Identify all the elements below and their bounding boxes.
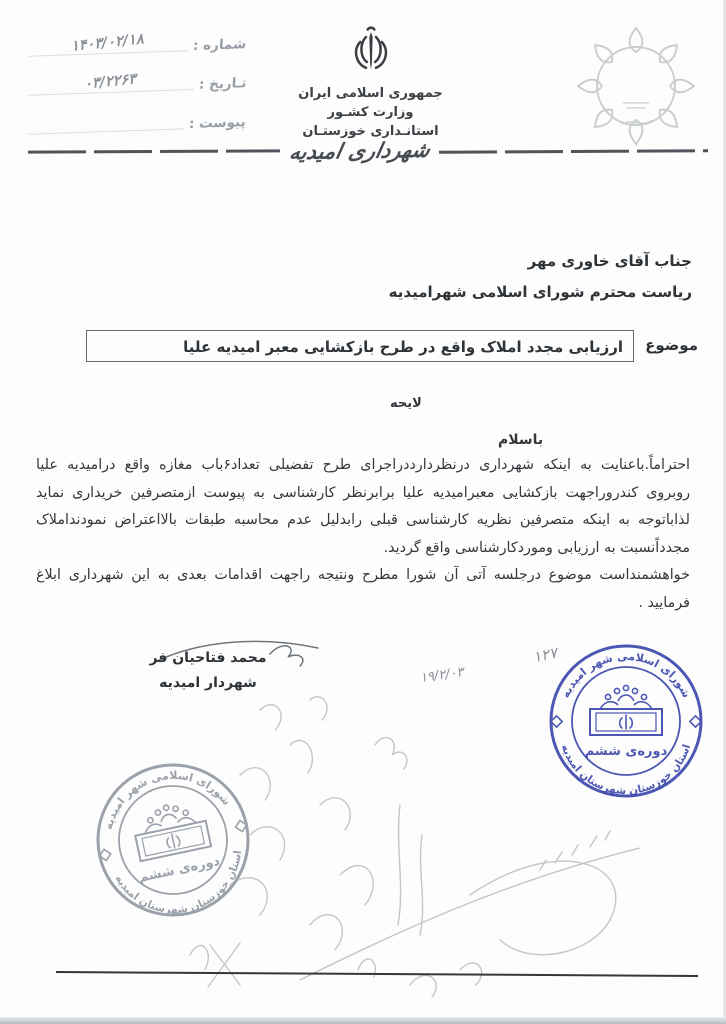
org-line-country: جمهوری اسلامی ایران bbox=[298, 86, 443, 101]
subject-label: موضوع bbox=[645, 336, 698, 354]
date-label: تـاریخ : bbox=[198, 75, 247, 93]
date-field bbox=[26, 69, 247, 99]
number-value: ۱۴۰۳/۰۲/۱۸ bbox=[70, 31, 145, 55]
body-line: خواهشمنداست موضوع درجلسه آتی آن شورا مطرح ونتیجه راجهت اقدامات بعدی به این شهرداری ابلاغ bbox=[36, 567, 690, 584]
stamp-term-text: دوره‌ی ششم bbox=[584, 744, 668, 759]
scan-edge-bottom bbox=[0, 1017, 726, 1024]
stamp-bottom-text: استان خوزستان شهرستان امیدیه bbox=[112, 849, 245, 916]
letter-body bbox=[36, 452, 690, 618]
reference-fields bbox=[26, 31, 247, 151]
number-dotted-line bbox=[28, 32, 187, 57]
body-line: روبروی کندروراجهت بازکشایی معبرامیدیه علیا برابرنظر کارشناسی به پیوست ازمتصرفین خریداری نماید bbox=[36, 484, 690, 501]
body-line: مجدداًنسبت به ارزیابی وموردکارشناسی واقع گردید. bbox=[383, 539, 690, 556]
body-line: احتراماً.باعنایت به اینکه شهرداری درنظردارددراجرای طرح تفضیلی تعداد۶باب مغازه واقع درامیدیه علیا bbox=[36, 457, 690, 473]
handwriting-scribbles bbox=[170, 685, 650, 1015]
handwritten-ref-number: ۱۲۷ bbox=[531, 643, 559, 667]
number-field bbox=[26, 30, 247, 60]
recipient-title: ریاست محترم شورای اسلامی شهرامیدیه bbox=[388, 283, 692, 301]
municipality-calligraphy: شهرداری امیدیه bbox=[287, 137, 433, 165]
date-dotted-line bbox=[28, 71, 193, 96]
attachment-field bbox=[26, 108, 247, 138]
recipient-name: جناب آقای خاوری مهر bbox=[527, 252, 692, 270]
number-label: شماره : bbox=[192, 36, 247, 55]
recipient-block bbox=[389, 246, 692, 308]
date-value: ۰۳/۲۲۶۳ bbox=[83, 71, 137, 93]
emblem-sword bbox=[369, 32, 372, 70]
org-line-governorate: استانـداری خوزستـان bbox=[302, 124, 439, 139]
letterhead-center bbox=[253, 24, 488, 141]
body-line: لذاباتوجه به اینکه متصرفین نظریه کارشناسی قبلی رابدلیل عدم محاسبه طبقات بالااعتراض نمودنداملاک bbox=[36, 512, 690, 529]
stamp-top-text: شورای اسلامی شهر امیدیه bbox=[558, 649, 694, 700]
iran-emblem-icon bbox=[346, 24, 396, 80]
signer-name: محمد فتاحیان فر bbox=[149, 650, 267, 666]
subject-box: ارزیابی مجدد املاک واقع در طرح بازکشایی معبر امیدیه علیا bbox=[86, 330, 634, 362]
signer-title: شهردار امیدیه bbox=[159, 675, 257, 691]
document-type: لایحه bbox=[390, 396, 422, 411]
stamp-term-text: دوره‌ی ششم bbox=[137, 853, 222, 886]
ornamental-seal-faint bbox=[560, 20, 712, 154]
letterhead-rule bbox=[28, 139, 708, 163]
attachment-value bbox=[29, 121, 183, 137]
rule-dash-left bbox=[28, 149, 280, 153]
body-line: فرمایید . bbox=[638, 594, 690, 611]
attachment-label: پیوست : bbox=[188, 114, 247, 133]
handwritten-date-note: ۱۹/۲/۰۳ bbox=[419, 665, 465, 686]
stamp-bottom-text: استان خوزستان شهرستان امیدیه bbox=[558, 742, 694, 798]
seal-petals bbox=[578, 28, 694, 144]
org-line-ministry: وزارت کشـور bbox=[327, 105, 414, 120]
salutation: باسلام bbox=[498, 432, 544, 448]
rule-dash-right bbox=[439, 149, 708, 153]
stamp-top-text: شورای اسلامی شهر امیدیه bbox=[101, 768, 234, 831]
attachment-dotted-line bbox=[28, 110, 184, 134]
